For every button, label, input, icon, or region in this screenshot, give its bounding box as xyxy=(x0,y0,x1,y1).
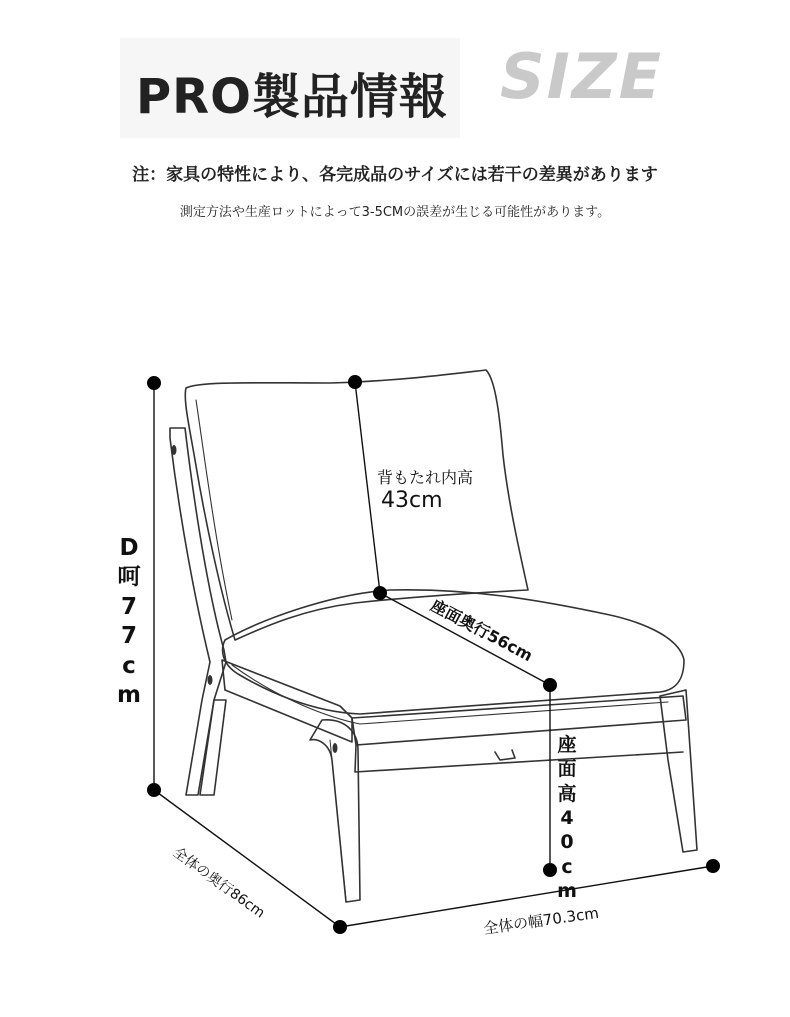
dot-seat-front xyxy=(543,678,557,692)
seat-depth-label: 座面奥行56cm xyxy=(427,595,536,666)
bolt-front-icon xyxy=(333,743,338,753)
dot-back-bottom xyxy=(373,586,387,600)
seat-lower-edge xyxy=(232,665,668,724)
dot-front-corner xyxy=(333,920,347,934)
size-heading: SIZE xyxy=(500,40,664,113)
backrest-height-label: 背もたれ内高 xyxy=(377,468,474,487)
total-width-label: 全体の幅70.3cm xyxy=(482,903,600,938)
front-right-leg xyxy=(660,690,697,852)
total-height-label: D 呵 7 7 c m xyxy=(117,535,141,709)
seat-height-label: 座 面 高 4 0 c m xyxy=(557,734,577,902)
dot-right-corner xyxy=(706,859,720,873)
backrest-inner-seam xyxy=(196,400,232,620)
back-left-leg xyxy=(200,700,226,795)
page-title: PRO製品情報 xyxy=(136,69,448,125)
backrest-cushion xyxy=(185,370,528,640)
measurement-note: 測定方法や生産ロットによって3-5CMの誤差が生じる可能性があります。 xyxy=(179,205,611,220)
under-rail xyxy=(355,745,683,772)
dot-back-top xyxy=(348,375,362,389)
bracket xyxy=(495,750,515,760)
front-left-leg-inner xyxy=(330,740,346,900)
bolt-lower-icon xyxy=(208,675,213,685)
dot-height-top xyxy=(147,376,161,390)
backrest-height-value: 43cm xyxy=(381,488,443,513)
tolerance-note: 注：家具の特性により、各完成品のサイズには若干の差異があります xyxy=(132,165,658,185)
dot-height-bottom xyxy=(147,783,161,797)
total-depth-label: 全体の奥行86cm xyxy=(169,844,268,922)
left-frame xyxy=(170,428,226,795)
bolt-upper-icon xyxy=(172,445,177,455)
